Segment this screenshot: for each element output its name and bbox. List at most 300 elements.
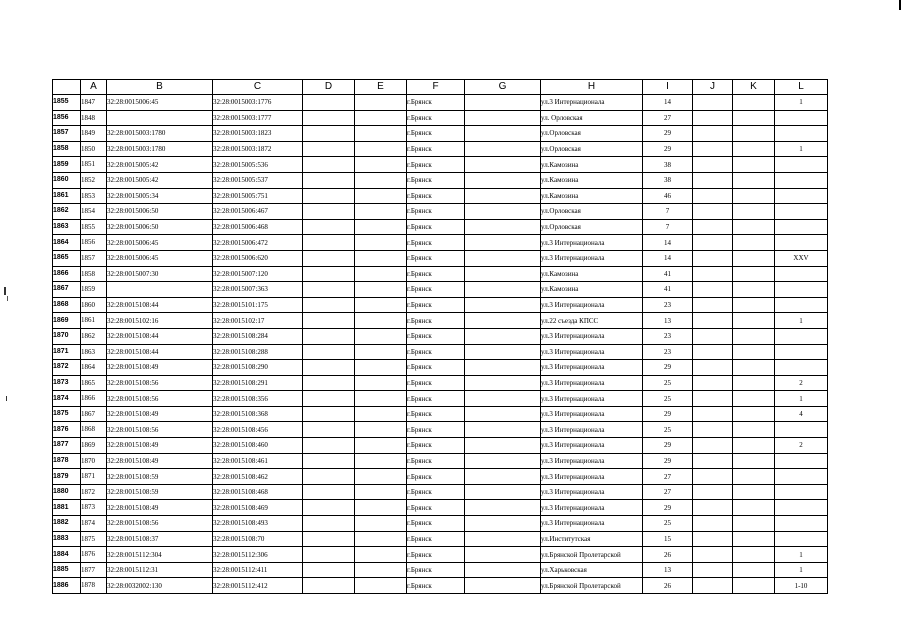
cell-e[interactable] [355,578,407,594]
cell-j[interactable] [693,500,733,516]
cell-a[interactable]: 1873 [81,500,107,516]
cell-e[interactable] [355,406,407,422]
cell-e[interactable] [355,235,407,251]
cell-h[interactable]: ул.3 Интернационала [541,328,643,344]
cell-l[interactable] [775,157,828,173]
cell-f[interactable]: г.Брянск [407,95,465,111]
cell-j[interactable] [693,422,733,438]
cell-k[interactable] [733,375,775,391]
cell-h[interactable]: ул.Орловская [541,219,643,235]
column-header-c[interactable]: C [213,80,303,95]
row-number[interactable]: 1884 [53,547,81,563]
cell-l[interactable] [775,516,828,532]
cell-c[interactable]: 32:28:0015006:467 [213,204,303,220]
cell-k[interactable] [733,95,775,111]
cell-g[interactable] [465,469,541,485]
row-number[interactable]: 1885 [53,562,81,578]
cell-h[interactable]: ул.3 Интернационала [541,297,643,313]
cell-b[interactable]: 32:28:0015108:44 [107,297,213,313]
cell-a[interactable]: 1861 [81,313,107,329]
cell-j[interactable] [693,250,733,266]
cell-i[interactable]: 7 [643,219,693,235]
cell-f[interactable]: г.Брянск [407,188,465,204]
cell-b[interactable]: 32:28:0015006:45 [107,235,213,251]
cell-e[interactable] [355,110,407,126]
cell-d[interactable] [303,313,355,329]
cell-c[interactable]: 32:28:0015108:70 [213,531,303,547]
cell-b[interactable]: 32:28:0015108:37 [107,531,213,547]
cell-a[interactable]: 1877 [81,562,107,578]
cell-l[interactable] [775,360,828,376]
cell-b[interactable]: 32:28:0015108:59 [107,484,213,500]
cell-k[interactable] [733,344,775,360]
cell-k[interactable] [733,266,775,282]
cell-k[interactable] [733,313,775,329]
cell-g[interactable] [465,360,541,376]
cell-h[interactable]: ул.3 Интернационала [541,391,643,407]
cell-e[interactable] [355,562,407,578]
cell-b[interactable]: 32:28:0015006:50 [107,204,213,220]
cell-d[interactable] [303,391,355,407]
cell-k[interactable] [733,126,775,142]
cell-l[interactable] [775,297,828,313]
cell-g[interactable] [465,516,541,532]
cell-a[interactable]: 1866 [81,391,107,407]
cell-b[interactable]: 32:28:0015007:30 [107,266,213,282]
cell-i[interactable]: 29 [643,141,693,157]
column-header-l[interactable]: L [775,80,828,95]
cell-c[interactable]: 32:28:0015005:536 [213,157,303,173]
cell-g[interactable] [465,375,541,391]
cell-a[interactable]: 1871 [81,469,107,485]
cell-d[interactable] [303,406,355,422]
cell-g[interactable] [465,141,541,157]
cell-g[interactable] [465,406,541,422]
cell-b[interactable]: 32:28:0015108:49 [107,406,213,422]
cell-k[interactable] [733,562,775,578]
cell-i[interactable]: 25 [643,375,693,391]
cell-k[interactable] [733,297,775,313]
cell-d[interactable] [303,547,355,563]
row-number[interactable]: 1872 [53,360,81,376]
cell-b[interactable]: 32:28:0015006:50 [107,219,213,235]
cell-e[interactable] [355,219,407,235]
cell-h[interactable]: ул.Камозина [541,188,643,204]
cell-d[interactable] [303,141,355,157]
cell-i[interactable]: 29 [643,500,693,516]
cell-d[interactable] [303,157,355,173]
cell-c[interactable]: 32:28:0015108:291 [213,375,303,391]
cell-k[interactable] [733,406,775,422]
column-header-d[interactable]: D [303,80,355,95]
cell-d[interactable] [303,297,355,313]
cell-e[interactable] [355,204,407,220]
cell-d[interactable] [303,453,355,469]
cell-a[interactable]: 1858 [81,266,107,282]
cell-g[interactable] [465,219,541,235]
cell-h[interactable]: ул.3 Интернационала [541,438,643,454]
cell-l[interactable] [775,344,828,360]
row-number[interactable]: 1870 [53,328,81,344]
cell-e[interactable] [355,266,407,282]
cell-l[interactable] [775,204,828,220]
cell-a[interactable]: 1868 [81,422,107,438]
cell-i[interactable]: 7 [643,204,693,220]
cell-k[interactable] [733,157,775,173]
cell-i[interactable]: 27 [643,469,693,485]
cell-c[interactable]: 32:28:0015101:175 [213,297,303,313]
cell-l[interactable] [775,266,828,282]
cell-j[interactable] [693,516,733,532]
cell-f[interactable]: г.Брянск [407,547,465,563]
cell-l[interactable]: 1 [775,95,828,111]
cell-g[interactable] [465,547,541,563]
cell-f[interactable]: г.Брянск [407,297,465,313]
column-header-b[interactable]: B [107,80,213,95]
cell-b[interactable]: 32:28:0015003:1780 [107,126,213,142]
cell-c[interactable]: 32:28:0015112:412 [213,578,303,594]
cell-c[interactable]: 32:28:0015005:751 [213,188,303,204]
cell-g[interactable] [465,204,541,220]
cell-b[interactable]: 32:28:0015003:1780 [107,141,213,157]
cell-b[interactable]: 32:28:0015005:42 [107,157,213,173]
cell-a[interactable]: 1867 [81,406,107,422]
cell-i[interactable]: 13 [643,562,693,578]
cell-l[interactable] [775,484,828,500]
cell-h[interactable]: ул.Брянской Пролетарской [541,578,643,594]
cell-b[interactable]: 32:28:0015108:49 [107,438,213,454]
cell-h[interactable]: ул.3 Интернационала [541,484,643,500]
cell-i[interactable]: 14 [643,95,693,111]
cell-i[interactable]: 14 [643,235,693,251]
cell-f[interactable]: г.Брянск [407,266,465,282]
cell-d[interactable] [303,562,355,578]
cell-d[interactable] [303,126,355,142]
column-header-a[interactable]: A [81,80,107,95]
cell-d[interactable] [303,328,355,344]
cell-h[interactable]: ул.3 Интернационала [541,453,643,469]
cell-k[interactable] [733,219,775,235]
row-number[interactable]: 1879 [53,469,81,485]
cell-h[interactable]: ул.3 Интернационала [541,516,643,532]
cell-j[interactable] [693,110,733,126]
cell-h[interactable]: ул.3 Интернационала [541,469,643,485]
cell-f[interactable]: г.Брянск [407,360,465,376]
cell-e[interactable] [355,172,407,188]
cell-l[interactable] [775,328,828,344]
row-number[interactable]: 1878 [53,453,81,469]
cell-h[interactable]: ул.Камозина [541,172,643,188]
cell-d[interactable] [303,484,355,500]
row-number[interactable]: 1875 [53,406,81,422]
cell-g[interactable] [465,500,541,516]
cell-a[interactable]: 1848 [81,110,107,126]
corner-cell[interactable] [53,80,81,95]
cell-c[interactable]: 32:28:0015108:288 [213,344,303,360]
cell-d[interactable] [303,531,355,547]
cell-e[interactable] [355,422,407,438]
cell-k[interactable] [733,547,775,563]
cell-b[interactable]: 32:28:0015112:31 [107,562,213,578]
cell-e[interactable] [355,344,407,360]
cell-g[interactable] [465,297,541,313]
cell-a[interactable]: 1874 [81,516,107,532]
cell-g[interactable] [465,391,541,407]
cell-h[interactable]: ул.3 Интернационала [541,422,643,438]
cell-g[interactable] [465,172,541,188]
cell-d[interactable] [303,204,355,220]
cell-i[interactable]: 26 [643,578,693,594]
cell-c[interactable]: 32:28:0015108:356 [213,391,303,407]
cell-l[interactable]: 1 [775,547,828,563]
cell-c[interactable]: 32:28:0015003:1776 [213,95,303,111]
cell-g[interactable] [465,438,541,454]
cell-j[interactable] [693,391,733,407]
cell-g[interactable] [465,126,541,142]
cell-f[interactable]: г.Брянск [407,469,465,485]
cell-j[interactable] [693,126,733,142]
cell-i[interactable]: 41 [643,266,693,282]
cell-i[interactable]: 46 [643,188,693,204]
row-number[interactable]: 1867 [53,282,81,298]
cell-b[interactable] [107,282,213,298]
cell-f[interactable]: г.Брянск [407,313,465,329]
cell-i[interactable]: 29 [643,438,693,454]
row-number[interactable]: 1877 [53,438,81,454]
cell-e[interactable] [355,328,407,344]
cell-e[interactable] [355,547,407,563]
cell-d[interactable] [303,344,355,360]
cell-l[interactable]: 1 [775,313,828,329]
cell-b[interactable]: 32:28:0015108:59 [107,469,213,485]
cell-f[interactable]: г.Брянск [407,126,465,142]
cell-k[interactable] [733,110,775,126]
cell-c[interactable]: 32:28:0015108:468 [213,484,303,500]
cell-j[interactable] [693,438,733,454]
cell-j[interactable] [693,344,733,360]
cell-h[interactable]: ул.Орловская [541,126,643,142]
cell-a[interactable]: 1850 [81,141,107,157]
cell-e[interactable] [355,500,407,516]
row-number[interactable]: 1873 [53,375,81,391]
cell-j[interactable] [693,235,733,251]
cell-c[interactable]: 32:28:0015005:537 [213,172,303,188]
row-number[interactable]: 1883 [53,531,81,547]
cell-j[interactable] [693,484,733,500]
cell-f[interactable]: г.Брянск [407,110,465,126]
cell-j[interactable] [693,578,733,594]
cell-i[interactable]: 25 [643,422,693,438]
cell-i[interactable]: 38 [643,172,693,188]
cell-e[interactable] [355,188,407,204]
cell-h[interactable]: ул.Камозина [541,157,643,173]
cell-i[interactable]: 41 [643,282,693,298]
cell-l[interactable] [775,422,828,438]
cell-g[interactable] [465,531,541,547]
cell-g[interactable] [465,328,541,344]
cell-g[interactable] [465,95,541,111]
cell-e[interactable] [355,126,407,142]
cell-f[interactable]: г.Брянск [407,344,465,360]
cell-c[interactable]: 32:28:0015108:493 [213,516,303,532]
cell-c[interactable]: 32:28:0015003:1777 [213,110,303,126]
cell-l[interactable]: XXV [775,250,828,266]
cell-b[interactable]: 32:28:0015108:56 [107,391,213,407]
cell-b[interactable]: 32:28:0015108:56 [107,375,213,391]
cell-c[interactable]: 32:28:0015108:290 [213,360,303,376]
column-header-h[interactable]: H [541,80,643,95]
row-number[interactable]: 1855 [53,95,81,111]
cell-g[interactable] [465,562,541,578]
cell-g[interactable] [465,157,541,173]
cell-c[interactable]: 32:28:0015003:1823 [213,126,303,142]
cell-k[interactable] [733,141,775,157]
cell-k[interactable] [733,484,775,500]
cell-c[interactable]: 32:28:0015007:363 [213,282,303,298]
cell-f[interactable]: г.Брянск [407,141,465,157]
cell-d[interactable] [303,95,355,111]
cell-f[interactable]: г.Брянск [407,422,465,438]
cell-b[interactable]: 32:28:0015005:42 [107,172,213,188]
cell-l[interactable]: 2 [775,438,828,454]
cell-f[interactable]: г.Брянск [407,516,465,532]
cell-i[interactable]: 29 [643,453,693,469]
cell-a[interactable]: 1862 [81,328,107,344]
cell-i[interactable]: 29 [643,406,693,422]
column-header-g[interactable]: G [465,80,541,95]
cell-e[interactable] [355,157,407,173]
cell-d[interactable] [303,235,355,251]
cell-d[interactable] [303,516,355,532]
cell-h[interactable]: ул.3 Интернационала [541,250,643,266]
cell-k[interactable] [733,235,775,251]
cell-a[interactable]: 1876 [81,547,107,563]
column-header-i[interactable]: I [643,80,693,95]
cell-j[interactable] [693,188,733,204]
cell-a[interactable]: 1863 [81,344,107,360]
cell-a[interactable]: 1869 [81,438,107,454]
cell-b[interactable]: 32:28:0015102:16 [107,313,213,329]
cell-l[interactable] [775,219,828,235]
cell-a[interactable]: 1872 [81,484,107,500]
cell-l[interactable]: 1-10 [775,578,828,594]
row-number[interactable]: 1874 [53,391,81,407]
cell-e[interactable] [355,531,407,547]
row-number[interactable]: 1881 [53,500,81,516]
cell-j[interactable] [693,469,733,485]
cell-k[interactable] [733,250,775,266]
cell-l[interactable]: 1 [775,562,828,578]
cell-a[interactable]: 1855 [81,219,107,235]
cell-l[interactable] [775,110,828,126]
cell-d[interactable] [303,422,355,438]
cell-a[interactable]: 1852 [81,172,107,188]
cell-h[interactable]: ул.3 Интернационала [541,375,643,391]
cell-l[interactable]: 1 [775,141,828,157]
cell-l[interactable]: 2 [775,375,828,391]
cell-l[interactable] [775,126,828,142]
cell-h[interactable]: ул.Институтская [541,531,643,547]
cell-l[interactable] [775,469,828,485]
cell-c[interactable]: 32:28:0015108:460 [213,438,303,454]
cell-h[interactable]: ул.3 Интернационала [541,95,643,111]
row-number[interactable]: 1856 [53,110,81,126]
cell-g[interactable] [465,313,541,329]
row-number[interactable]: 1868 [53,297,81,313]
cell-j[interactable] [693,266,733,282]
row-number[interactable]: 1880 [53,484,81,500]
cell-j[interactable] [693,360,733,376]
row-number[interactable]: 1869 [53,313,81,329]
row-number[interactable]: 1863 [53,219,81,235]
cell-j[interactable] [693,547,733,563]
cell-k[interactable] [733,204,775,220]
cell-h[interactable]: ул.Орловская [541,204,643,220]
row-number[interactable]: 1861 [53,188,81,204]
cell-k[interactable] [733,438,775,454]
cell-l[interactable] [775,453,828,469]
cell-h[interactable]: ул.3 Интернационала [541,406,643,422]
cell-e[interactable] [355,438,407,454]
cell-g[interactable] [465,344,541,360]
row-number[interactable]: 1876 [53,422,81,438]
cell-c[interactable]: 32:28:0015112:411 [213,562,303,578]
cell-f[interactable]: г.Брянск [407,282,465,298]
cell-b[interactable]: 32:28:0015108:49 [107,360,213,376]
cell-k[interactable] [733,282,775,298]
cell-f[interactable]: г.Брянск [407,484,465,500]
row-number[interactable]: 1882 [53,516,81,532]
cell-d[interactable] [303,282,355,298]
cell-h[interactable]: ул.3 Интернационала [541,500,643,516]
cell-e[interactable] [355,95,407,111]
cell-k[interactable] [733,469,775,485]
cell-a[interactable]: 1864 [81,360,107,376]
cell-e[interactable] [355,313,407,329]
cell-e[interactable] [355,250,407,266]
cell-d[interactable] [303,172,355,188]
cell-g[interactable] [465,578,541,594]
cell-i[interactable]: 25 [643,391,693,407]
cell-a[interactable]: 1857 [81,250,107,266]
cell-g[interactable] [465,282,541,298]
cell-b[interactable]: 32:28:0015006:45 [107,95,213,111]
cell-l[interactable] [775,172,828,188]
cell-b[interactable]: 32:28:0032002:130 [107,578,213,594]
cell-j[interactable] [693,204,733,220]
cell-g[interactable] [465,250,541,266]
cell-c[interactable]: 32:28:0015108:469 [213,500,303,516]
cell-j[interactable] [693,562,733,578]
row-number[interactable]: 1857 [53,126,81,142]
cell-j[interactable] [693,157,733,173]
cell-e[interactable] [355,141,407,157]
cell-i[interactable]: 38 [643,157,693,173]
cell-l[interactable]: 1 [775,391,828,407]
cell-c[interactable]: 32:28:0015108:462 [213,469,303,485]
cell-a[interactable]: 1878 [81,578,107,594]
cell-k[interactable] [733,188,775,204]
cell-g[interactable] [465,484,541,500]
cell-f[interactable]: г.Брянск [407,406,465,422]
cell-i[interactable]: 23 [643,328,693,344]
cell-f[interactable]: г.Брянск [407,375,465,391]
cell-j[interactable] [693,219,733,235]
cell-b[interactable]: 32:28:0015108:44 [107,344,213,360]
cell-c[interactable]: 32:28:0015007:120 [213,266,303,282]
cell-i[interactable]: 29 [643,126,693,142]
cell-a[interactable]: 1851 [81,157,107,173]
